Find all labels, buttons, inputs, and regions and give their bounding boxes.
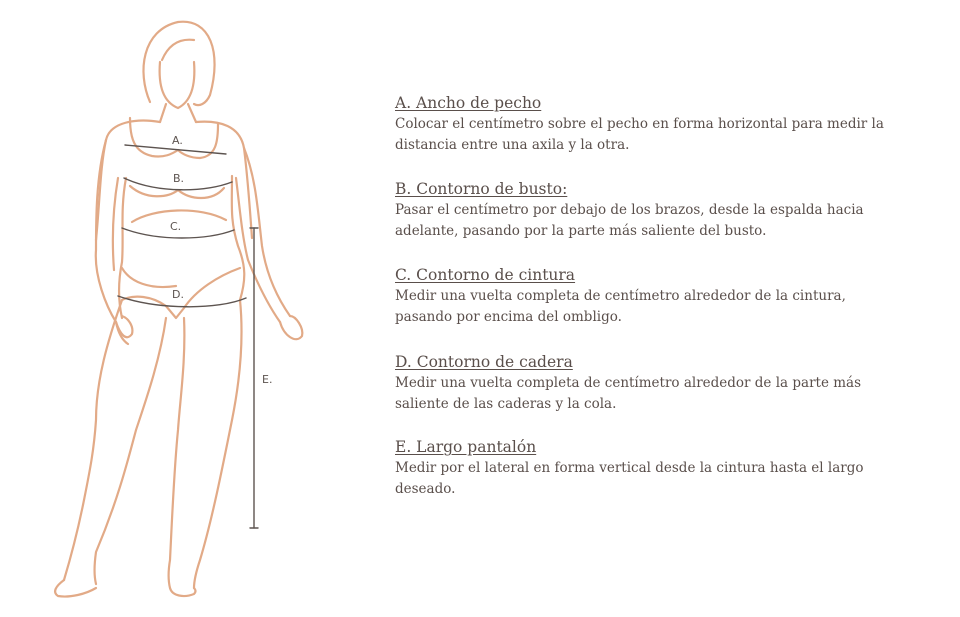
right-leg-outer bbox=[194, 300, 242, 588]
section-text: Colocar el centímetro sobre el pecho en forma horizontal para medir la distancia entre una axila y la otra. bbox=[395, 116, 884, 153]
section-ancho-de-pecho bbox=[395, 93, 895, 156]
left-leg-outer bbox=[64, 300, 122, 580]
right-shoulder bbox=[196, 122, 252, 238]
section-title: C. Contorno de cintura bbox=[395, 266, 576, 284]
left-arm-inner bbox=[113, 178, 118, 270]
section-title: E. Largo pantalón bbox=[395, 438, 537, 456]
section-text: Medir por el lateral en forma vertical desde la cintura hasta el largo deseado. bbox=[395, 460, 864, 497]
left-hand bbox=[116, 316, 132, 337]
neck-left bbox=[160, 104, 166, 122]
section-contorno-de-cadera bbox=[395, 352, 895, 415]
body-outline bbox=[55, 22, 302, 597]
section-title: D. Contorno de cadera bbox=[395, 353, 573, 371]
section-contorno-de-cintura bbox=[395, 265, 895, 328]
label-c: C. bbox=[170, 220, 182, 233]
hair-part bbox=[162, 40, 194, 60]
label-e: E. bbox=[262, 373, 273, 386]
bra-left bbox=[130, 118, 178, 157]
section-text: Medir una vuelta completa de centímetro alrededor de la parte más saliente de las caderas y la cola. bbox=[395, 375, 862, 412]
section-largo-pantalon bbox=[395, 437, 895, 500]
right-foot bbox=[170, 588, 196, 596]
section-text: Medir una vuelta completa de centímetro alrededor de la cintura, pasando por encima del ombligo. bbox=[395, 288, 846, 325]
figure-labels bbox=[170, 134, 272, 386]
hair-outline bbox=[143, 22, 214, 105]
neck-right bbox=[188, 104, 196, 122]
section-text: Pasar el centímetro por debajo de los brazos, desde la espalda hacia adelante, pasando por la parte más saliente del busto. bbox=[395, 202, 864, 239]
right-arm-inner bbox=[236, 178, 280, 322]
section-title: B. Contorno de busto: bbox=[395, 180, 568, 198]
face-outline bbox=[160, 62, 195, 108]
section-contorno-de-busto bbox=[395, 179, 895, 242]
label-d: D. bbox=[172, 288, 184, 301]
measurement-lines bbox=[118, 145, 258, 528]
label-a: A. bbox=[172, 134, 183, 147]
left-foot bbox=[55, 580, 96, 597]
right-leg-inner bbox=[169, 318, 185, 588]
label-b: B. bbox=[173, 172, 185, 185]
underwear-top bbox=[122, 268, 176, 287]
right-hand bbox=[280, 316, 302, 339]
section-title: A. Ancho de pecho bbox=[395, 94, 542, 112]
